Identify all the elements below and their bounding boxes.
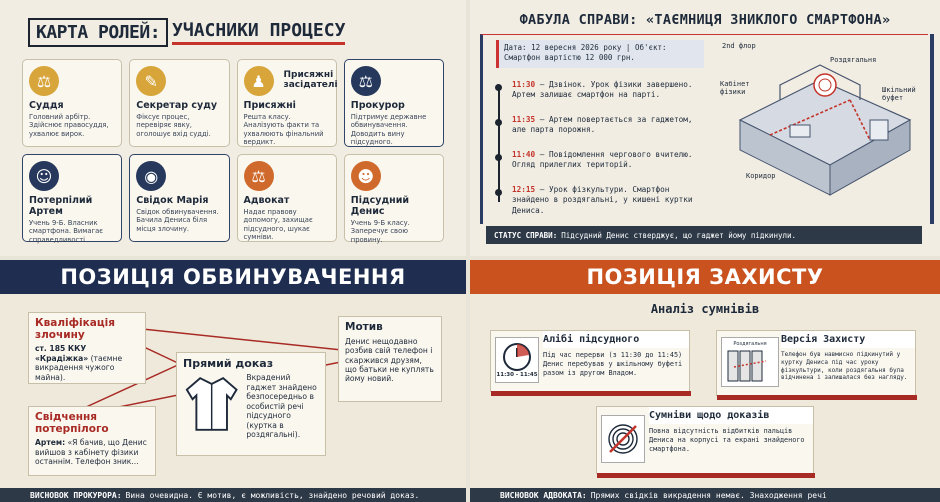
role-cards [14,55,452,246]
case-status-label: СТАТУС СПРАВИ: [494,230,558,240]
alibi-text: Під час перерви (з 11:30 до 11:45) Денис перебував у шкільному буфеті разом із другом Владом. [543,351,683,377]
version-text: Телефон був навмисно підкинутий у куртку Дениса під час уроку фізкультури, коли роздягальня була відчинена і залишалася без нагляду. [781,351,908,382]
defense-conclusion-text: Прямих свідків викрадення немає. Знаходження речі [590,490,827,500]
role-card-full-title: Присяжні засідателі [283,70,338,91]
jury-icon: ♟ [244,66,274,96]
qualification-box [28,312,146,384]
role-card-title: Суддя [29,100,64,111]
role-card [22,154,122,242]
role-card-text: Учень 9-Б. Власник смартфона. Вимагає справедливості. [29,219,104,244]
qualification-text: (таємне викрадення чужого майна). [35,353,123,382]
case-meta [496,40,704,68]
document-icon: ✎ [136,66,166,96]
case-meta-line1: Дата: 12 вересня 2026 року | Об'єкт: [504,43,667,52]
defense-title: ПОЗИЦІЯ ЗАХИСТУ [470,260,940,294]
witness-text: «Я бачив, що Денис вийшов з кабінету фізики останнім. Телефон зник... [35,438,147,467]
witness-label: Артем: [35,438,66,448]
role-card [344,59,444,147]
prosecution-title: ПОЗИЦІЯ ОБВИНУВАЧЕННЯ [0,260,466,294]
alibi-box [490,330,690,392]
gavel-icon: ⚖ [29,66,59,96]
role-card-text: Учень 9-Б класу. Заперечує свою провину. [350,219,410,244]
version-box [716,330,916,396]
prosecution-conclusion [0,488,466,502]
roles-title-rest: УЧАСНИКИ ПРОЦЕСУ [172,20,345,45]
role-card-title: Адвокат [243,195,290,206]
timeline-time: 12:15 [512,185,536,194]
defense-subtitle: Аналіз сумнівів [650,302,760,316]
witness-box [28,406,156,476]
person-icon: ☺ [29,161,59,191]
timeline-time: 11:35 [512,115,536,124]
timeline-time: 11:30 [512,80,536,89]
direct-evidence-title: Прямий доказ [183,357,274,370]
defendant-icon: ☻ [351,161,381,191]
roles-title-boxed: КАРТА РОЛЕЙ: [28,18,168,47]
roles-title [28,18,452,47]
case-panel [470,0,940,256]
prosecution-conclusion-label: ВИСНОВОК ПРОКУРОРА: [30,490,122,500]
case-status-text: Підсудний Денис стверджує, що гаджет йому підкинули. [561,230,797,240]
version-icon-label: Роздягальня [733,341,767,347]
role-card-text: Фіксує процес, перевіряє явку, оголошує вхід судді. [136,113,211,138]
doubt-box [596,406,814,474]
doubt-title: Сумніви щодо доказів [649,407,813,424]
map-label-buffet: Шкільний буфет [882,86,916,102]
role-card-text: Головний арбітр. Здійснює правосуддя, ухвалює вирок. [29,113,109,138]
timeline-text: – Артем повертається за гаджетом, але парта порожня. [512,115,693,135]
role-card [22,59,122,147]
prosecution-conclusion-text: Вина очевидна. Є мотив, є можливість, знайдено речовий доказ. [125,490,420,500]
role-card [129,154,229,242]
role-card-title: Потерпілий Артем [29,195,93,217]
motive-title: Мотив [345,321,383,333]
motive-box [338,316,442,402]
role-card-title: Прокурор [350,100,405,111]
scales-shield-icon: ⚖ [244,161,274,191]
qualification-article: ст. 185 ККУ «Крадіжка» [35,344,89,363]
map-label-cabinet: Кабінет фізики [720,80,750,96]
eye-icon: ◉ [136,161,166,191]
roles-panel [0,0,466,256]
role-card-title: Присяжні [243,100,296,111]
timeline-item [498,80,708,115]
timeline-item [498,185,708,220]
timeline-text: – Дзвінок. Урок фізики завершено. Артем залишає смартфон на парті. [512,80,693,100]
alibi-clock-label: 11:30 - 11:45 [496,372,538,378]
map-label-floor: 2nd флор [722,42,756,50]
role-card-text: Решта класу. Аналізують факти та ухвалюють фінальний вердикт. [243,113,324,147]
alibi-bar [491,391,691,396]
doubt-text: Повна відсутність відбитків пальців Дениса на корпусі та екрані знайденого смартфона. [649,427,805,453]
floor-map [720,40,920,220]
version-bar [717,395,917,400]
role-card-text: Свідок обвинувачення. Бачила Дениса біля місця злочину. [136,208,219,233]
version-title: Версія Захисту [781,331,915,348]
role-card-title: Свідок Марія [136,195,209,206]
prosecution-panel [0,260,466,502]
timeline-text: – Урок фізкультури. Смартфон знайдено в роздягальні, у кишені куртки Дениса. [512,185,693,215]
locker-icon [721,337,779,387]
role-card-text: Підтримує державне обвинувачення. Доводить вину підсудного. [350,113,427,147]
role-card [237,154,337,242]
witness-title: Свідчення потерпілого [35,411,109,435]
case-meta-line2: Смартфон вартістю 12 000 грн. [504,53,635,63]
jacket-icon [183,373,240,435]
role-card-text: Надає правову допомогу, захищає підсудного, шукає сумніви. [243,208,313,242]
role-card-title: Підсудний Денис [350,195,410,217]
floor-map-svg [720,40,920,220]
defense-conclusion [470,488,940,502]
shield-icon: ⚖ [351,66,381,96]
timeline [498,80,708,220]
timeline-time: 11:40 [512,150,536,159]
direct-evidence-text: Вкрадений гаджет знайдено безпосередньо в особистій речі підсудного (куртка в роздягальні). [246,373,317,439]
map-label-corridor: Коридор [746,172,776,180]
case-frame-right [930,34,934,224]
doubt-bar [597,473,815,478]
defense-conclusion-label: ВИСНОВОК АДВОКАТА: [500,490,587,500]
qualification-title: Кваліфікація злочину [35,317,115,341]
role-card [344,154,444,242]
clock-icon [495,337,539,383]
motive-text: Денис нещодавно розбив свій телефон і скаржився друзям, що батьки не куплять йому новий. [345,336,434,384]
timeline-text: – Повідомлення чергового вчителю. Огляд прилеглих територій. [512,150,693,170]
alibi-title: Алібі підсудного [543,331,689,348]
map-label-locker: Роздягальня [830,56,877,64]
case-status [486,226,922,244]
defense-panel [470,260,940,502]
fingerprint-icon [601,415,645,463]
direct-evidence-box [176,352,326,456]
role-card-title: Секретар суду [136,100,218,111]
role-card [237,59,337,147]
timeline-item [498,150,708,185]
case-title: ФАБУЛА СПРАВИ: «ТАЄМНИЦЯ ЗНИКЛОГО СМАРТФОНА» [519,12,891,28]
timeline-item [498,115,708,150]
role-card [129,59,229,147]
